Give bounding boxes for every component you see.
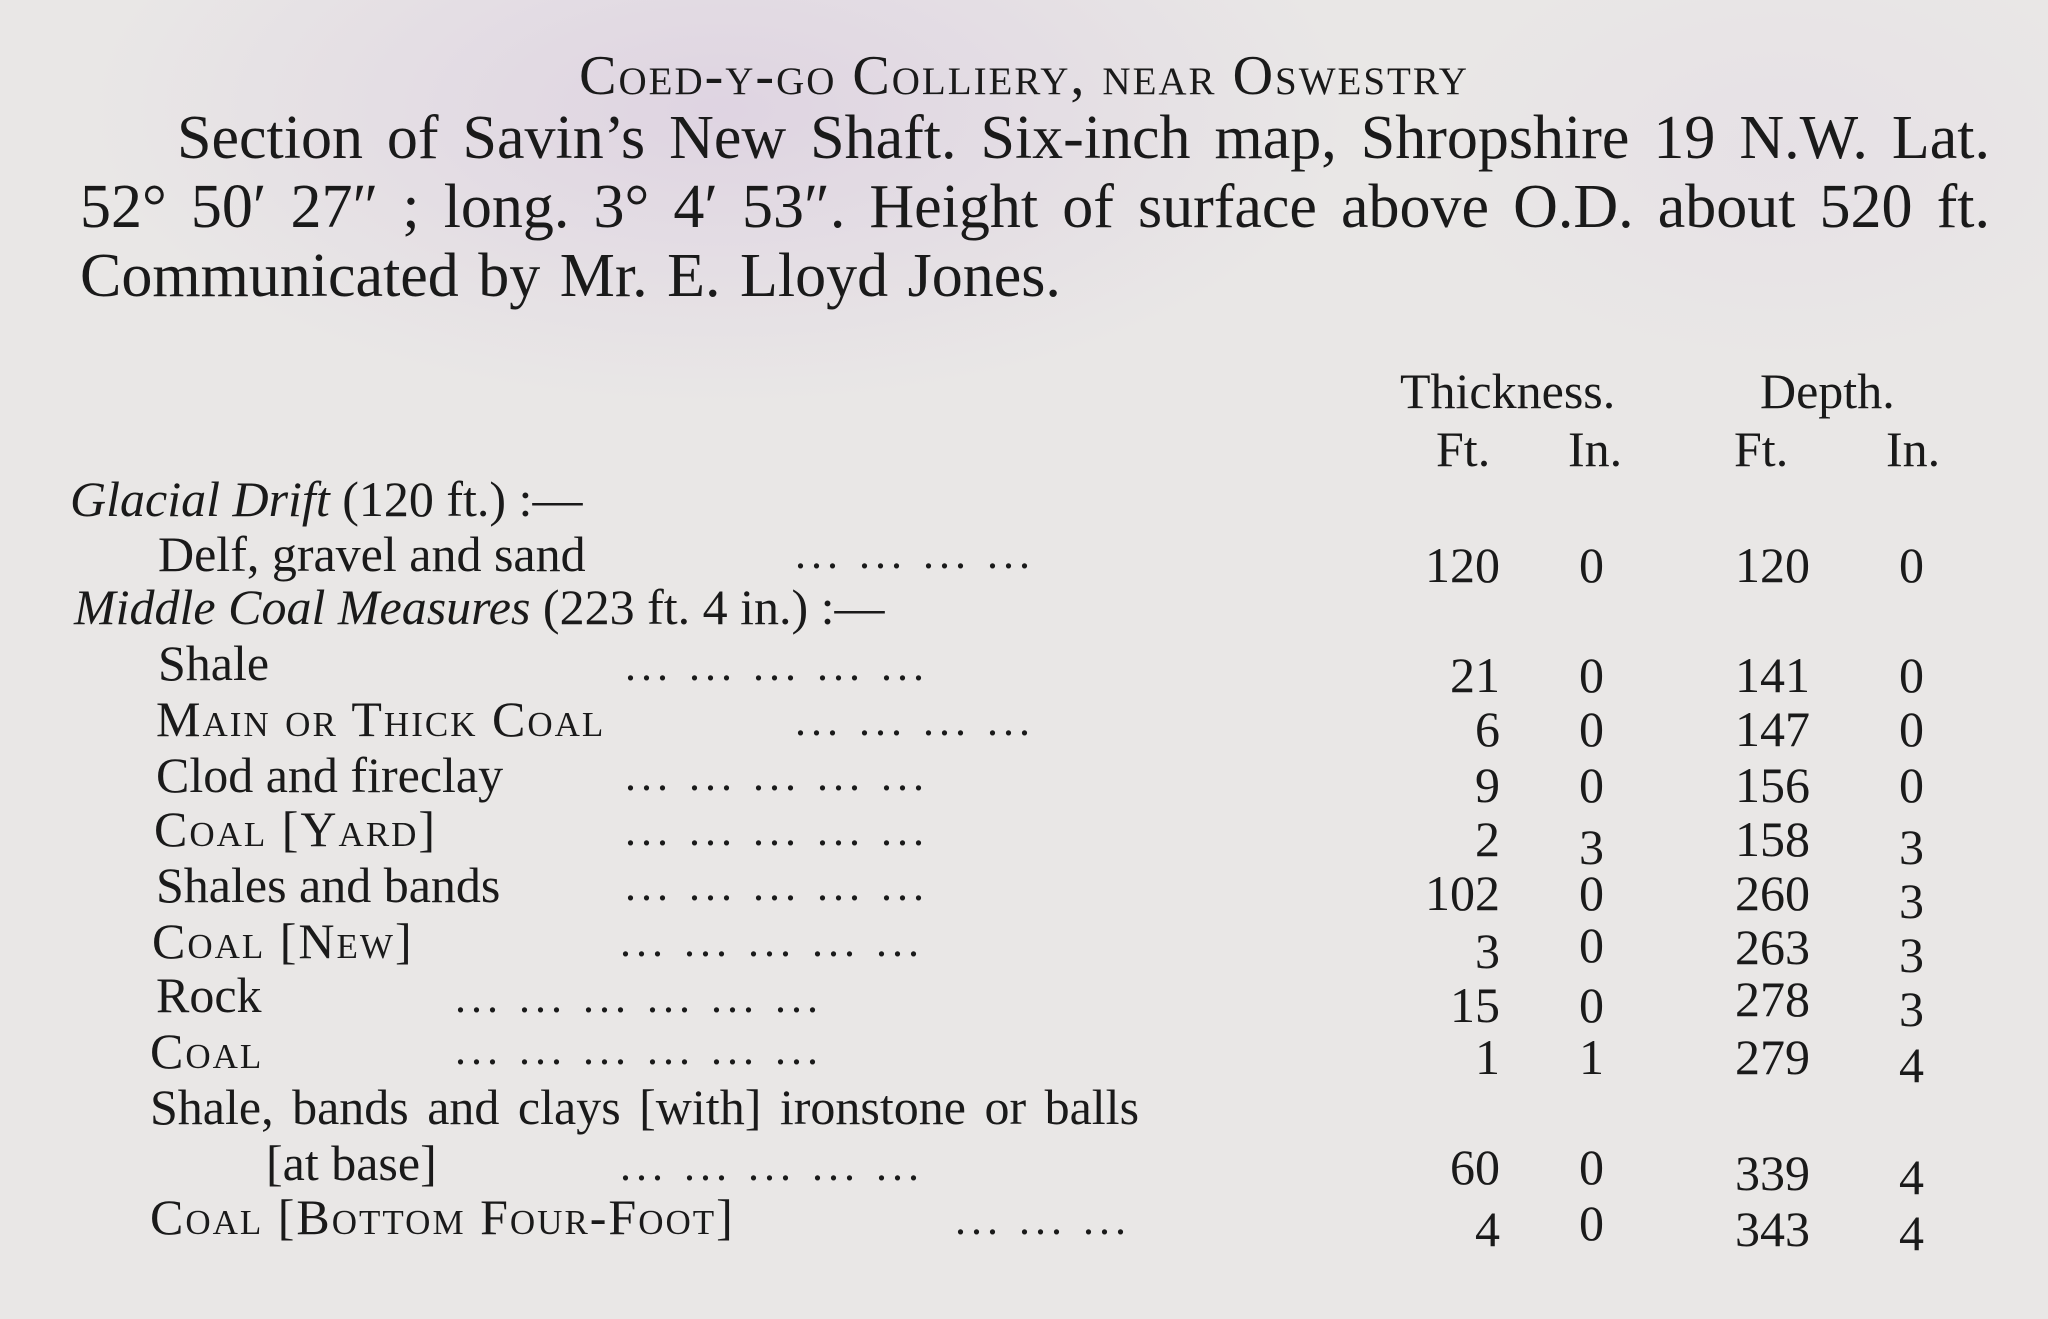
row-2-thickness-in: 0 bbox=[1579, 701, 1604, 757]
row-10-depth-ft: 343 bbox=[1735, 1201, 1810, 1257]
row-4-depth-in: 3 bbox=[1899, 819, 1924, 875]
row-label-main-or-thick-coal: Main or Thick Coal bbox=[156, 691, 606, 747]
row-10-thickness-in: 0 bbox=[1579, 1195, 1604, 1251]
depth-ft-header: Ft. bbox=[1734, 421, 1789, 477]
leader-dots: ... ... ... bbox=[955, 1195, 1131, 1244]
row-0-depth-in: 0 bbox=[1899, 537, 1924, 593]
row-8-thickness-ft: 1 bbox=[1475, 1029, 1500, 1085]
depth-header: Depth. bbox=[1760, 363, 1895, 419]
leader-dots: ... ... ... ... ... bbox=[620, 1141, 924, 1190]
row-8-depth-in: 4 bbox=[1899, 1037, 1924, 1093]
leader-dots: ... ... ... ... ... bbox=[625, 751, 929, 800]
group-heading-middle-coal-measures: Middle Coal Measures (223 ft. 4 in.) :— bbox=[74, 579, 885, 635]
row-9-thickness-ft: 60 bbox=[1450, 1139, 1500, 1195]
row-6-depth-in: 3 bbox=[1899, 927, 1924, 983]
row-3-depth-ft: 156 bbox=[1735, 757, 1810, 813]
leader-dots: ... ... ... ... ... bbox=[625, 806, 929, 855]
row-7-depth-in: 3 bbox=[1899, 981, 1924, 1037]
row-label-rock: Rock bbox=[156, 967, 262, 1023]
row-5-thickness-ft: 102 bbox=[1425, 865, 1500, 921]
leader-dots: ... ... ... ... ... bbox=[625, 641, 929, 690]
row-6-thickness-ft: 3 bbox=[1475, 923, 1500, 979]
row-1-thickness-in: 0 bbox=[1579, 647, 1604, 703]
row-5-depth-ft: 260 bbox=[1735, 865, 1810, 921]
row-7-depth-ft: 278 bbox=[1735, 971, 1810, 1027]
row-5-thickness-in: 0 bbox=[1579, 865, 1604, 921]
row-10-depth-in: 4 bbox=[1899, 1205, 1924, 1261]
row-2-thickness-ft: 6 bbox=[1475, 701, 1500, 757]
row-6-thickness-in: 0 bbox=[1579, 917, 1604, 973]
row-3-thickness-ft: 9 bbox=[1475, 757, 1500, 813]
row-0-depth-ft: 120 bbox=[1735, 537, 1810, 593]
depth-in-header: In. bbox=[1886, 421, 1941, 477]
row-0-thickness-in: 0 bbox=[1579, 537, 1604, 593]
row-label-clod-and-fireclay: Clod and fireclay bbox=[156, 747, 504, 803]
row-9-thickness-in: 0 bbox=[1579, 1139, 1604, 1195]
thickness-ft-header: Ft. bbox=[1436, 421, 1491, 477]
row-1-depth-in: 0 bbox=[1899, 647, 1924, 703]
leader-dots: ... ... ... ... ... bbox=[620, 917, 924, 966]
row-2-depth-ft: 147 bbox=[1735, 701, 1810, 757]
row-8-thickness-in: 1 bbox=[1579, 1029, 1604, 1085]
row-2-depth-in: 0 bbox=[1899, 701, 1924, 757]
row-label-continuation-at-base: [at base] bbox=[266, 1135, 437, 1191]
row-3-thickness-in: 0 bbox=[1579, 757, 1604, 813]
row-label-coal-yard: Coal [Yard] bbox=[154, 801, 438, 857]
row-label-coal: Coal bbox=[150, 1023, 264, 1079]
row-7-thickness-in: 0 bbox=[1579, 977, 1604, 1033]
group-heading-glacial-drift: Glacial Drift (120 ft.) :— bbox=[70, 471, 583, 527]
row-10-thickness-ft: 4 bbox=[1475, 1201, 1500, 1257]
intro-paragraph: Section of Savin’s New Shaft. Six-inch map, Shropshire 19 N.W. Lat. 52° 50′ 27″ ; long. 3° 4′ 53″. Height of surface above O.D. about 520 ft. Communicated by Mr. E. Lloyd Jones. bbox=[80, 104, 1990, 310]
row-7-thickness-ft: 15 bbox=[1450, 977, 1500, 1033]
row-1-depth-ft: 141 bbox=[1735, 647, 1810, 703]
row-9-depth-in: 4 bbox=[1899, 1149, 1924, 1205]
row-label-coal-bottom-four-foot: Coal [Bottom Four-Foot] bbox=[150, 1189, 735, 1245]
leader-dots: ... ... ... ... ... ... bbox=[455, 973, 823, 1022]
row-6-depth-ft: 263 bbox=[1735, 919, 1810, 975]
row-9-depth-ft: 339 bbox=[1735, 1145, 1810, 1201]
row-label-shales-and-bands: Shales and bands bbox=[156, 857, 501, 913]
leader-dots: ... ... ... ... ... ... bbox=[455, 1025, 823, 1074]
row-4-thickness-in: 3 bbox=[1579, 819, 1604, 875]
row-1-thickness-ft: 21 bbox=[1450, 647, 1500, 703]
row-label-shale: Shale bbox=[158, 635, 270, 691]
thickness-in-header: In. bbox=[1568, 421, 1623, 477]
row-3-depth-in: 0 bbox=[1899, 757, 1924, 813]
row-label-coal-new: Coal [New] bbox=[152, 913, 414, 969]
row-label-shale-bands-clays: Shale, bands and clays [with] ironstone or balls bbox=[150, 1079, 1140, 1135]
page-title: Coed-y-go Colliery, near Oswestry bbox=[579, 45, 1469, 107]
leader-dots: ... ... ... ... ... bbox=[625, 861, 929, 910]
thickness-header: Thickness. bbox=[1400, 363, 1616, 419]
row-4-thickness-ft: 2 bbox=[1475, 811, 1500, 867]
leader-dots: ... ... ... ... bbox=[795, 696, 1035, 745]
row-8-depth-ft: 279 bbox=[1735, 1029, 1810, 1085]
row-4-depth-ft: 158 bbox=[1735, 811, 1810, 867]
row-label-delf-gravel-sand: Delf, gravel and sand bbox=[158, 526, 586, 582]
row-5-depth-in: 3 bbox=[1899, 873, 1924, 929]
row-0-thickness-ft: 120 bbox=[1425, 537, 1500, 593]
leader-dots: ... ... ... ... bbox=[795, 529, 1035, 578]
